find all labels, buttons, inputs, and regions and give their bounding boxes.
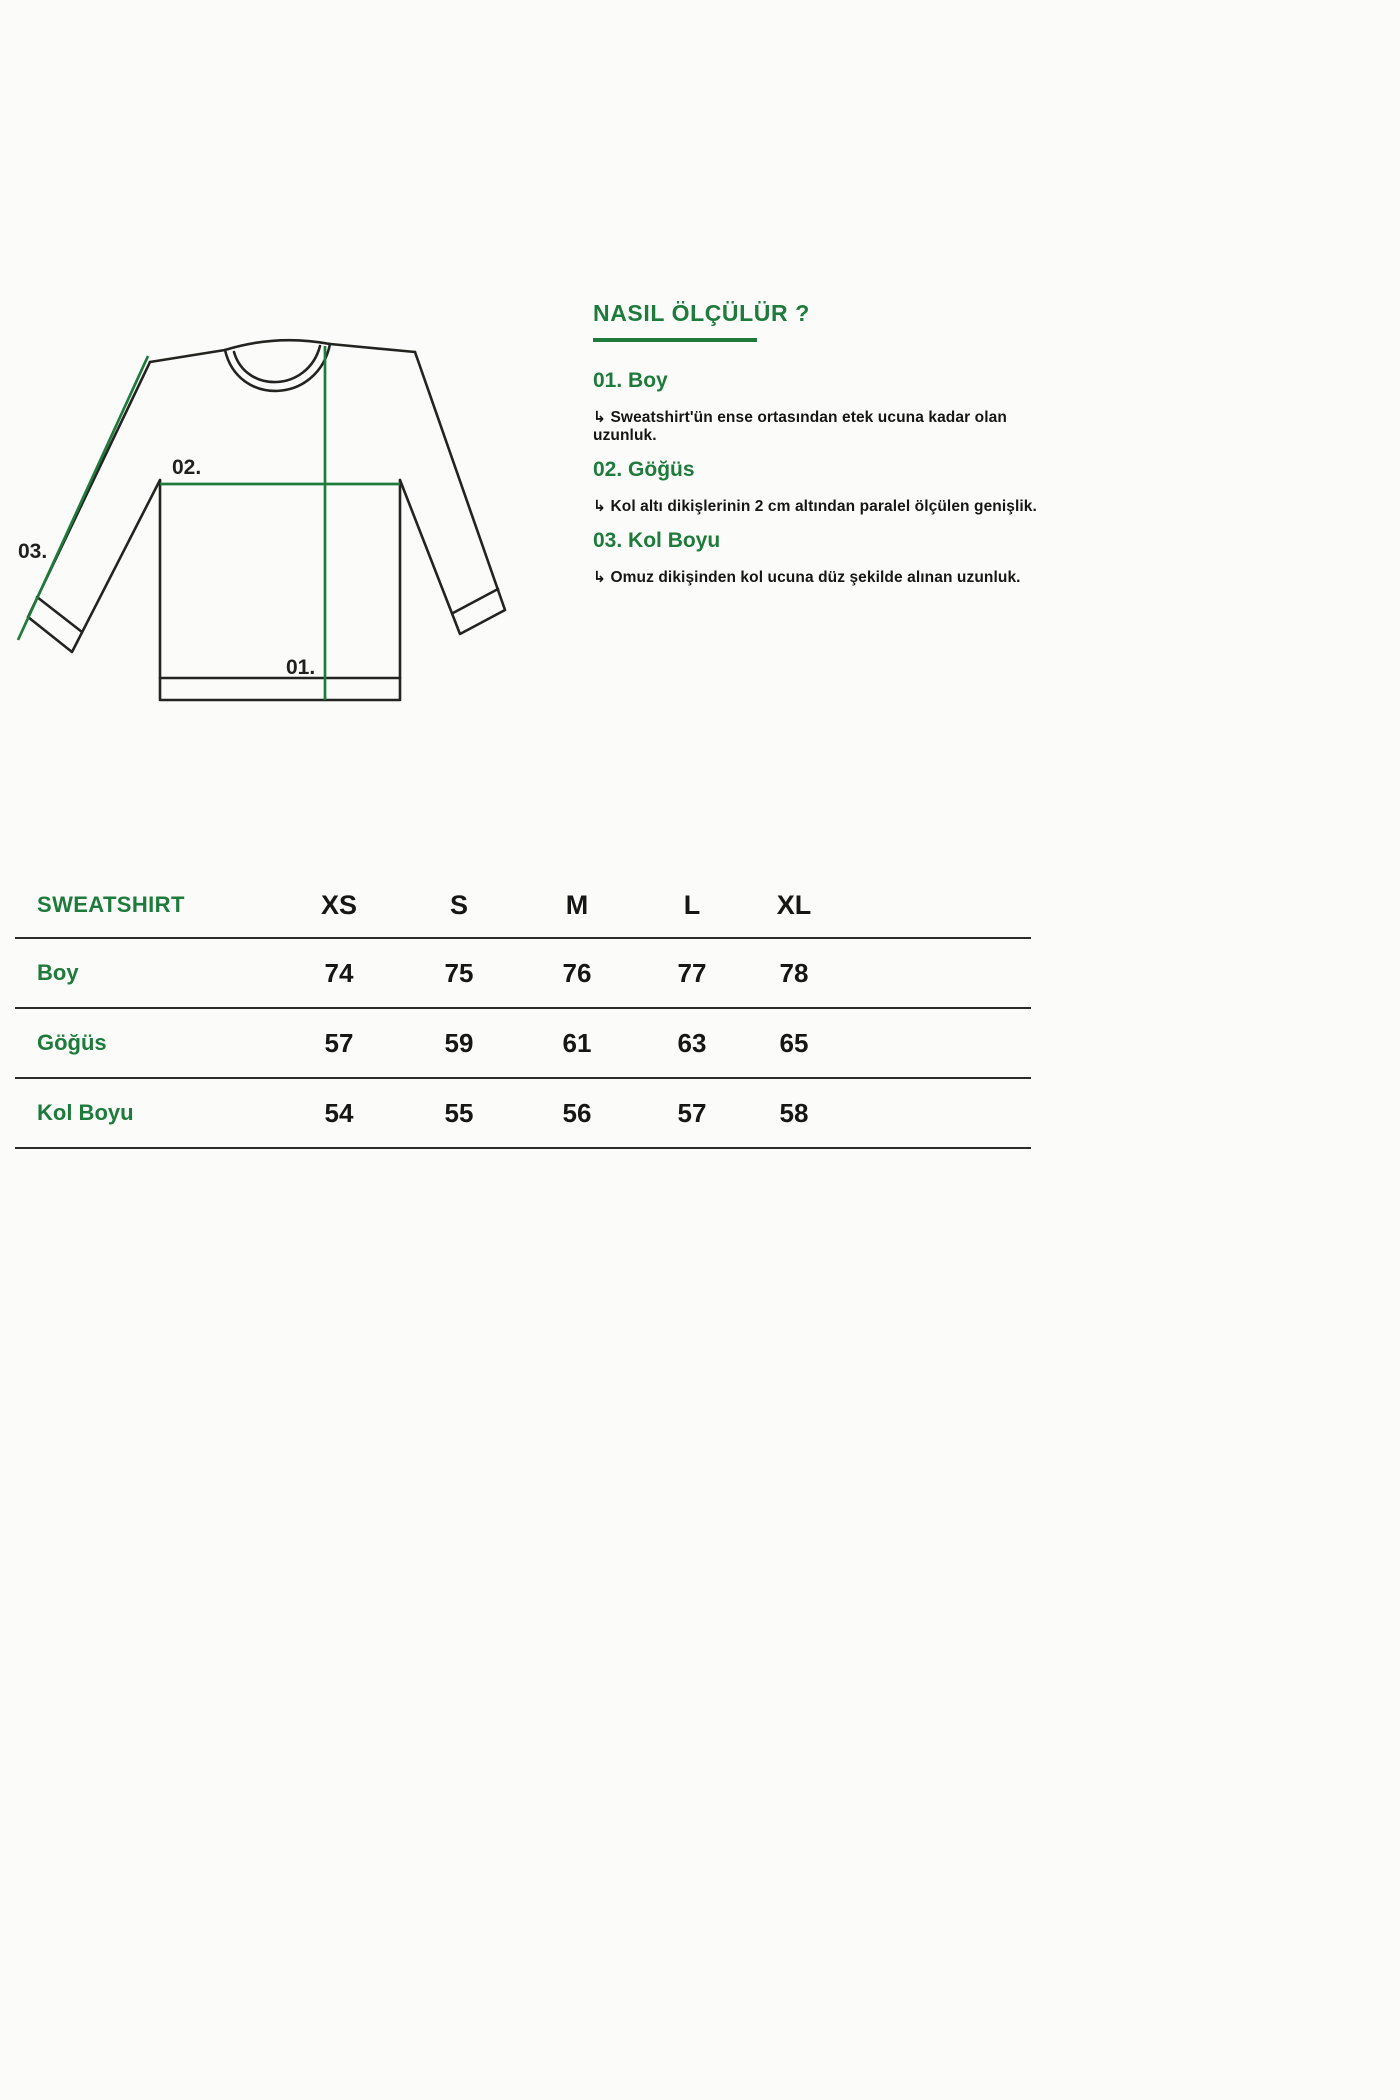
left-sleeve-outline xyxy=(28,362,160,652)
size-row-gogus xyxy=(15,1009,1031,1079)
size-row-label: Kol Boyu xyxy=(37,1100,134,1125)
size-row-label: Boy xyxy=(37,960,79,985)
size-value: 77 xyxy=(677,957,707,988)
size-row-label: Göğüs xyxy=(37,1030,107,1055)
measure-line-sleeve xyxy=(18,356,148,640)
torso-outline xyxy=(160,480,400,700)
size-value: 57 xyxy=(324,1027,354,1058)
callout-chest: 02. xyxy=(172,456,202,479)
measure-item-kol-boyu xyxy=(593,529,1053,587)
size-value: 78 xyxy=(779,957,809,988)
title-underline xyxy=(593,338,757,342)
collar-back-line xyxy=(225,340,330,350)
product-name: SWEATSHIRT xyxy=(37,892,185,917)
how-to-measure-section xyxy=(593,300,1053,587)
callout-sleeve: 03. xyxy=(18,540,48,563)
size-row-boy xyxy=(15,939,1031,1009)
right-cuff-line xyxy=(453,589,498,613)
sweatshirt-outline xyxy=(28,340,505,700)
size-col-header-xl: XL xyxy=(776,889,812,920)
size-col-header-s: S xyxy=(449,889,468,920)
callout-length: 01. xyxy=(286,656,316,679)
size-value: 57 xyxy=(677,1097,707,1128)
measure-item-label: 01. Boy xyxy=(593,369,668,392)
size-value: 74 xyxy=(324,957,354,988)
size-value: 75 xyxy=(444,957,474,988)
size-col-header-m: M xyxy=(565,889,589,920)
size-table xyxy=(15,873,1031,1149)
measure-item-description: ↳ Omuz dikişinden kol ucuna düz şekilde alınan uzunluk. xyxy=(593,569,1021,586)
size-value: 59 xyxy=(444,1027,474,1058)
size-col-header-l: L xyxy=(683,889,701,920)
left-cuff-line xyxy=(37,597,82,632)
size-col-header-xs: XS xyxy=(320,889,358,920)
size-value: 76 xyxy=(562,957,592,988)
measure-item-gogus xyxy=(593,458,1053,516)
sweatshirt-diagram xyxy=(8,322,553,722)
size-value: 56 xyxy=(562,1097,592,1128)
measure-item-label: 03. Kol Boyu xyxy=(593,529,721,552)
size-value: 65 xyxy=(779,1027,809,1058)
size-value: 55 xyxy=(444,1097,474,1128)
guide-title: NASIL ÖLÇÜLÜR ? xyxy=(593,300,810,326)
size-value: 63 xyxy=(677,1027,707,1058)
collar-inner-line xyxy=(234,346,320,382)
right-sleeve-outline xyxy=(400,352,505,634)
size-value: 61 xyxy=(562,1027,592,1058)
measure-item-description: ↳ Kol altı dikişlerinin 2 cm altından paralel ölçülen genişlik. xyxy=(593,498,1037,515)
size-value: 58 xyxy=(779,1097,809,1128)
size-row-kol-boyu xyxy=(15,1079,1031,1149)
measure-item-label: 02. Göğüs xyxy=(593,458,695,481)
size-table-header-row xyxy=(15,873,1031,939)
measure-item-boy xyxy=(593,369,1053,445)
shoulder-seams xyxy=(150,344,415,362)
size-value: 54 xyxy=(324,1097,354,1128)
measure-item-description: ↳ Sweatshirt'ün ense ortasından etek ucuna kadar olan uzunluk. xyxy=(593,409,1007,444)
